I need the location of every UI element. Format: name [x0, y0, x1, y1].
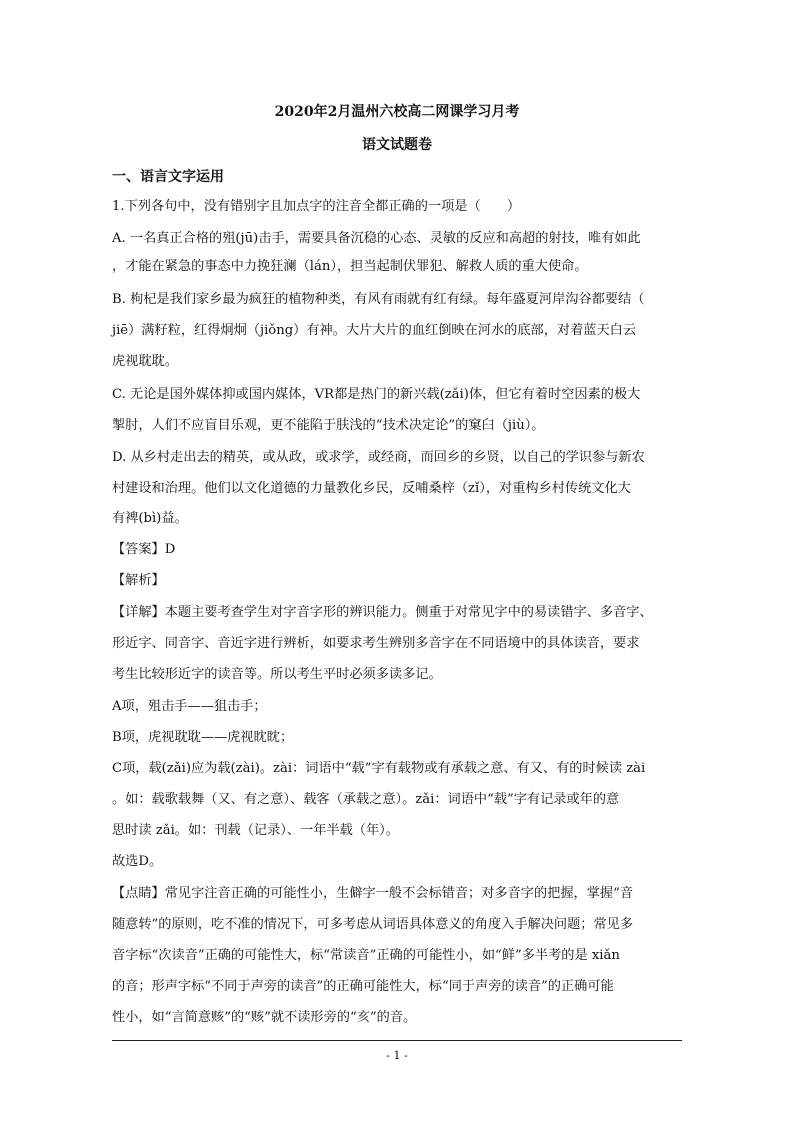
detail-line-3: 考生比较形近字的读音等。所以考生平时必须多读多记。 [112, 667, 442, 682]
option-b-line-3: 虎视耽耽。 [112, 354, 178, 369]
option-b-line-1: B. 枸杞是我们家乡最为疯狂的植物种类，有风有雨就有红有绿。每年盛夏河岸沟谷都要结（ [112, 292, 645, 307]
tip-line-2: 随意转”的原则，吃不准的情况下，可多考虑从词语具体意义的角度入手解决问题；常见多 [112, 917, 634, 932]
option-d-line-1: D. 从乡村走出去的精英，或从政，或求学，或经商，而回乡的乡贤，以自己的学识参与新农 [112, 450, 645, 465]
option-a-line-2: ，才能在紧急的事态中力挽狂澜（lán），担当起制伏罪犯、解救人质的重大使命。 [112, 259, 588, 274]
detail-line-2: 形近字、同音字、音近字进行辨析，如要求考生辨别多音字在不同语境中的具体读音，要求 [112, 636, 640, 651]
option-d-line-3: 有裨(bì)益。 [112, 511, 188, 526]
option-b-line-2: jiē）满籽粒，红得炯炯（jiǒng）有神。大片大片的血红倒映在河水的底部，对着蓝天白云 [112, 323, 637, 338]
page-subtitle: 语文试题卷 [362, 137, 432, 153]
analysis-c-line-3: 思时读 zǎi。如：刊载（记录）、一年半载（年）。 [112, 823, 399, 838]
detail-line-1: 【详解】本题主要考查学生对字音字形的辨识能力。侧重于对常见字中的易读错字、多音字、 [112, 605, 653, 620]
footer-divider [112, 1040, 682, 1041]
answer-line: 【答案】D [112, 542, 176, 557]
tip-line-1: 【点睛】常见字注音正确的可能性小，生僻字一般不会标错音；对多音字的把握，掌握“音 [112, 886, 634, 901]
tip-line-4: 的音；形声字标“不同于声旁的读音”的正确可能性大，标“同于声旁的读音”的正确可能 [112, 979, 614, 994]
question-stem: 1.下列各句中，没有错别字且加点字的注音全都正确的一项是（ ） [112, 199, 521, 214]
option-c-line-2: 掣肘，人们不应盲目乐观，更不能陷于肤浅的“技术决定论”的窠臼（jiù）。 [112, 418, 545, 433]
analysis-c-line-2: 。如：载歌载舞（又、有之意）、载客（承载之意）。zǎi：词语中“载”字有记录或年的意 [112, 792, 620, 807]
conclusion-line: 故选D。 [112, 854, 163, 869]
option-a-line-1: A. 一名真正合格的殂(jū)击手，需要具备沉稳的心态、灵敏的反应和高超的射技，唯有如此 [112, 231, 641, 246]
analysis-heading: 【解析】 [112, 573, 165, 588]
analysis-a: A项，殂击手——狙击手； [112, 699, 267, 714]
tip-line-5: 性小，如“言简意赅”的“赅”就不读形旁的“亥”的音。 [112, 1010, 417, 1025]
tip-line-3: 音字标“次读音”正确的可能性大，标“常读音”正确的可能性小，如“鲜”多半考的是 xiǎn [112, 948, 620, 963]
option-d-line-2: 村建设和治理。他们以文化道德的力量教化乡民，反哺桑梓（zǐ），对重构乡村传统文化大 [112, 481, 631, 496]
option-c-line-1: C. 无论是国外媒体抑或国内媒体，VR都是热门的新兴载(zǎi)体，但它有着时空因素的极大 [112, 387, 641, 402]
page-title: 2020年2月温州六校高二网课学习月考 [274, 104, 520, 120]
section-heading: 一、语言文字运用 [112, 169, 224, 185]
analysis-c-line-1: C项，载(zǎi)应为载(zài)。zài：词语中“载”字有载物或有承载之意、有又、有的时候读 zài [112, 761, 646, 776]
analysis-b: B项，虎视耽耽——虎视眈眈； [112, 730, 294, 745]
page-number: - 1 - [386, 1049, 408, 1062]
